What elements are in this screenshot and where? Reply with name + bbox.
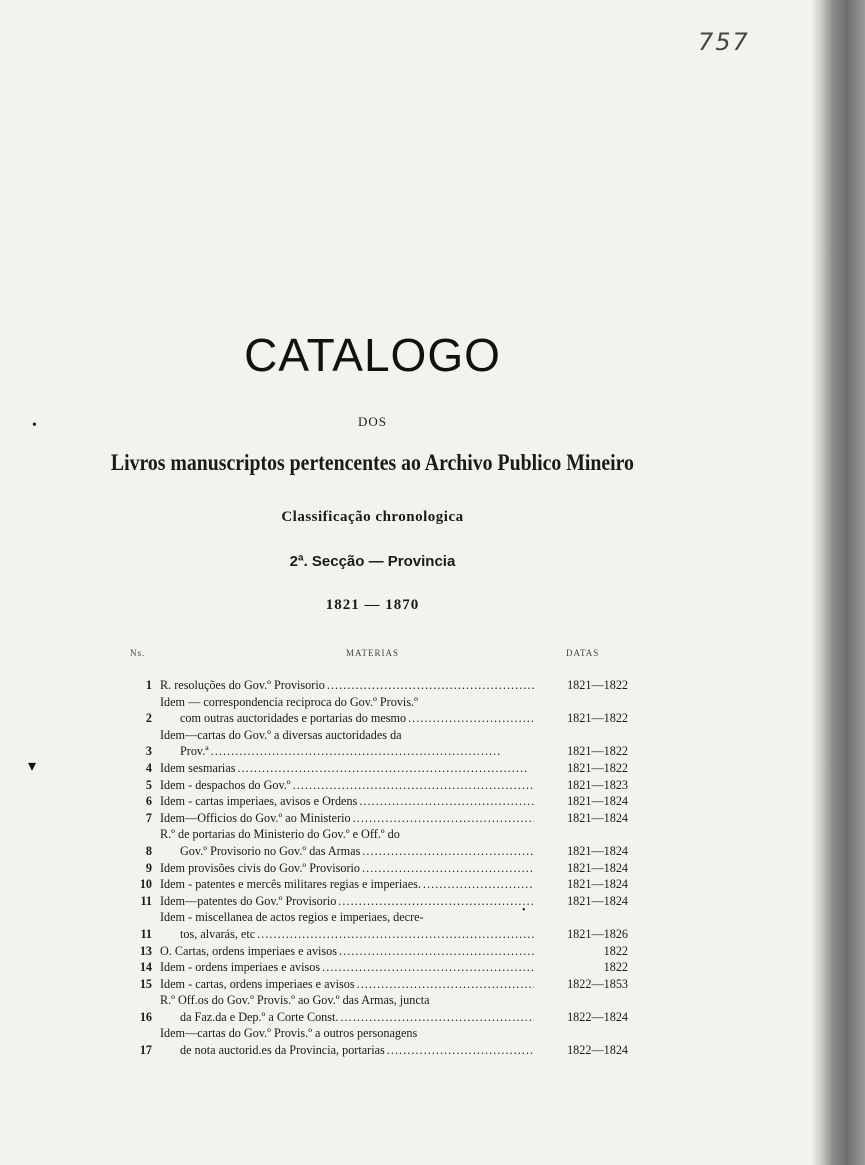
entry-line: Idem - cartas, ordens imperiaes e avisos . . .: [160, 976, 534, 993]
entry-number: 10: [139, 877, 152, 892]
column-header-number: Ns.: [130, 648, 146, 658]
entry-line: Idem—cartas do Gov.º a diversas auctoridades da: [160, 727, 402, 742]
entry-line: Idem sesmarias . . .: [160, 760, 534, 777]
dot-leader: [408, 710, 534, 727]
entry-subject: [160, 760, 534, 777]
entry-number: 2: [145, 711, 152, 726]
dot-leader: [237, 760, 534, 777]
column-header-subject: MATERIAS: [346, 648, 400, 658]
entry-number: 4: [145, 760, 152, 775]
entry-number: 13: [139, 943, 152, 958]
entry-date: 1821—1824: [567, 794, 628, 809]
entry-line: Idem—Officios do Gov.º ao Ministerio . . .: [160, 810, 534, 827]
section-heading: 2ª. Secção — Provincia: [289, 553, 456, 570]
catalog-table: [128, 677, 628, 1059]
catalog-entry: [128, 943, 628, 960]
entry-date: 1821—1822: [567, 760, 628, 775]
dot-leader: [211, 743, 534, 760]
page-shadow: [811, 0, 819, 1165]
dot-leader: [322, 959, 534, 976]
dos-label: DOS: [357, 414, 387, 429]
entry-subject: [160, 810, 534, 827]
page-title: CATALOGO: [244, 329, 501, 381]
entry-date: 1821—1824: [567, 893, 628, 908]
entry-subject: [160, 893, 534, 910]
entry-line: Idem - despachos do Gov.º . . .: [160, 777, 534, 794]
entry-date: 1822—1853: [567, 976, 628, 991]
entry-number: 15: [139, 976, 152, 991]
entry-subject: [160, 677, 534, 694]
entry-subject: [160, 876, 534, 893]
entry-line: com outras auctoridades e portarias do mesmo . . .: [160, 710, 534, 727]
catalog-entry: [128, 727, 628, 760]
catalog-entry: [128, 694, 628, 727]
entry-subject: [160, 826, 534, 859]
entry-subject: [160, 777, 534, 794]
catalog-entry: [128, 876, 628, 893]
entry-date: 1821—1826: [567, 926, 628, 941]
period-heading: 1821 — 1870: [325, 597, 420, 613]
catalog-entry: [128, 860, 628, 877]
entry-date: 1821—1824: [567, 810, 628, 825]
entry-subject: [160, 727, 534, 760]
entry-line: R. resoluções do Gov.º Provisorio . . .: [160, 677, 534, 694]
entry-line: da Faz.da e Dep.º a Corte Const. . . .: [160, 1009, 534, 1026]
catalog-entry: [128, 826, 628, 859]
entry-subject: [160, 1025, 534, 1058]
entry-line: O. Cartas, ordens imperiaes e avisos . . .: [160, 943, 534, 960]
catalog-entry: [128, 677, 628, 694]
entry-date: 1822: [603, 943, 628, 958]
catalog-entry: [128, 1025, 628, 1058]
entry-date: 1821—1822: [567, 744, 628, 759]
entry-date: 1822—1824: [567, 1009, 628, 1024]
entry-number: 11: [140, 926, 152, 941]
dot-leader: [338, 893, 534, 910]
catalog-entry: [128, 909, 628, 942]
entry-line: Idem - ordens imperiaes e avisos . . .: [160, 959, 534, 976]
dot-leader: [362, 843, 534, 860]
page-number: 757: [698, 28, 750, 56]
dot-leader: [340, 1009, 534, 1026]
entry-subject: [160, 976, 534, 993]
entry-subject: [160, 860, 534, 877]
dot-leader: [387, 1042, 534, 1059]
entry-line: R.º Off.os do Gov.º Provis.º ao Gov.º das Armas, juncta: [160, 993, 430, 1008]
entry-date: 1822: [603, 960, 628, 975]
ink-mark: ▾: [28, 758, 37, 775]
entry-line: Idem - patentes e mercês militares regias e imperiaes. . . .: [160, 876, 534, 893]
dot-leader: [362, 860, 534, 877]
entry-number: 7: [145, 810, 152, 825]
dot-leader: [353, 810, 534, 827]
catalog-entry: [128, 959, 628, 976]
entry-date: 1821—1824: [567, 860, 628, 875]
dot-leader: [327, 677, 534, 694]
dot-leader: [293, 777, 534, 794]
entry-number: 9: [145, 860, 152, 875]
entry-line: Prov.ª . . .: [160, 743, 534, 760]
entry-date: 1821—1822: [567, 678, 628, 692]
ink-mark: •: [32, 418, 37, 433]
entry-number: 5: [145, 777, 152, 792]
entry-line: Idem provisões civis do Gov.º Provisorio . . .: [160, 860, 534, 877]
entry-number: 8: [145, 843, 152, 858]
entry-number: 14: [139, 960, 152, 975]
entry-date: 1821—1824: [567, 843, 628, 858]
entry-subject: [160, 992, 534, 1025]
catalog-entry: [128, 810, 628, 827]
entry-line: tos, alvarás, etc . . .: [160, 926, 534, 943]
entry-line: Idem—patentes do Gov.º Provisorio . . .: [160, 893, 534, 910]
entry-line: Idem—cartas do Gov.º Provis.º a outros personagens: [160, 1026, 418, 1041]
entry-subject: [160, 793, 534, 810]
entry-line: Gov.º Provisorio no Gov.º das Armas . . .: [160, 843, 534, 860]
entry-subject: [160, 694, 534, 727]
page-subtitle: Livros manuscriptos pertencentes ao Archivo Publico Mineiro: [110, 450, 634, 475]
dot-leader: [359, 793, 534, 810]
entry-line: Idem — correspondencia reciproca do Gov.º Provis.º: [160, 694, 418, 709]
catalog-entry: [128, 992, 628, 1025]
classification-heading: Classificação chronologica: [281, 509, 464, 525]
ink-mark: •: [522, 905, 526, 916]
dot-leader: [257, 926, 534, 943]
entry-line: R.º de portarias do Ministerio do Gov.º e Off.º do: [160, 827, 400, 842]
dot-leader: [423, 876, 534, 893]
catalog-entry: [128, 760, 628, 777]
entry-date: 1821—1823: [567, 777, 628, 792]
entry-number: 1: [145, 678, 152, 692]
entry-date: 1821—1824: [567, 877, 628, 892]
entry-number: 3: [145, 744, 152, 759]
entry-date: 1821—1822: [567, 711, 628, 726]
entry-number: 17: [139, 1043, 152, 1058]
dot-leader: [339, 943, 534, 960]
entry-line: de nota auctorid.es da Provincia, portarias . . .: [160, 1042, 534, 1059]
entry-line: Idem - miscellanea de actos regios e imperiaes, decre-: [160, 910, 424, 925]
entry-line: Idem - cartas imperiaes, avisos e Ordens . . .: [160, 793, 534, 810]
entry-number: 6: [145, 794, 152, 809]
page-edge: [819, 0, 865, 1165]
catalog-entry: [128, 976, 628, 993]
dot-leader: [357, 976, 534, 993]
entry-subject: [160, 959, 534, 976]
catalog-entry: [128, 793, 628, 810]
entry-subject: [160, 943, 534, 960]
catalog-entry: [128, 777, 628, 794]
entry-subject: [160, 909, 534, 942]
column-header-dates: DATAS: [566, 648, 600, 658]
entry-date: 1822—1824: [567, 1043, 628, 1058]
catalog-entry: [128, 893, 628, 910]
entry-number: 11: [140, 893, 152, 908]
entry-number: 16: [139, 1009, 152, 1024]
